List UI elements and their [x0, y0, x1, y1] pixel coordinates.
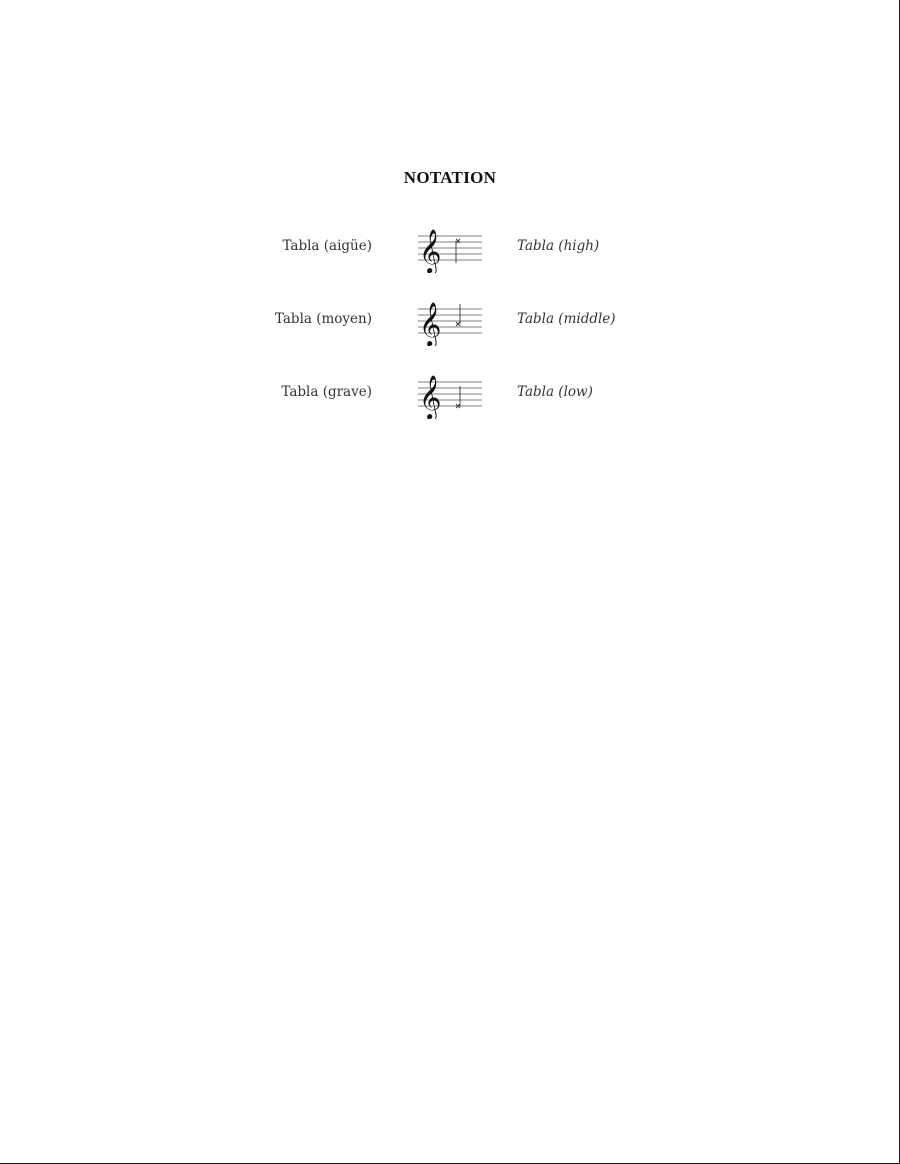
label-french: Tabla (moyen) [274, 311, 372, 327]
label-english: Tabla (low) [517, 384, 593, 400]
treble-clef-icon: 𝄞 [419, 302, 442, 346]
notation-row-low [0, 369, 900, 419]
notation-row-high [0, 223, 900, 273]
label-english: Tabla (middle) [517, 311, 616, 327]
x-notehead-low [456, 386, 460, 408]
notation-row-middle [0, 296, 900, 346]
staff-low [416, 369, 484, 419]
label-english: Tabla (high) [517, 238, 600, 254]
label-french: Tabla (aigüe) [282, 238, 372, 254]
treble-clef-icon: 𝄞 [419, 229, 442, 273]
label-french: Tabla (grave) [281, 384, 372, 400]
page-title: NOTATION [403, 168, 497, 187]
treble-clef-icon: 𝄞 [419, 375, 442, 419]
staff-middle [416, 296, 484, 346]
x-notehead-high [456, 239, 460, 263]
staff-high [416, 223, 484, 273]
